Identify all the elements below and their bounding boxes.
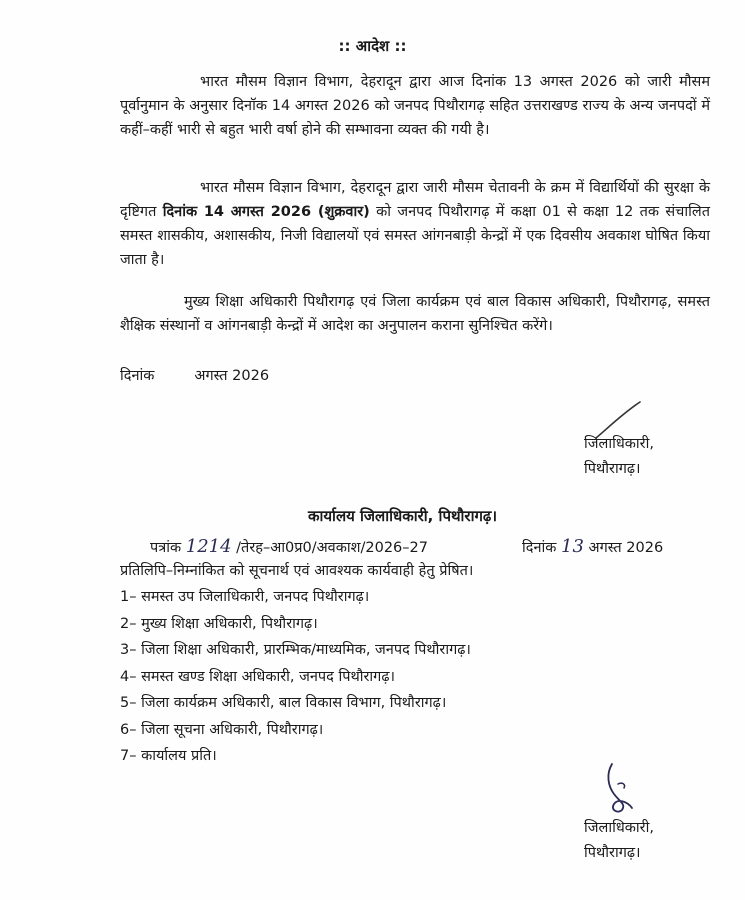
letter-date-month: अगस्त 2026 — [588, 540, 664, 556]
order-paragraph-2 — [120, 176, 710, 272]
order-paragraph-1 — [120, 70, 710, 142]
order-paragraph-2-end: को जनपद पिथौरागढ़ में कक्षा 01 से कक्षा 12 तक संचालित समस्त शासकीय, अशासकीय, निजी विद्यालयों एवं समस्त आंगनबाड़ी केन्द्रों में एक दिवसीय अवकाश घोषित किया जाता है। — [120, 204, 711, 268]
list-item: 1– समस्त उप जिलाधिकारी, जनपद पिथौरागढ़। — [120, 589, 370, 605]
order-signature-block — [584, 432, 654, 482]
list-item: 2– मुख्य शिक्षा अधिकारी, पिथौरागढ़। — [120, 615, 318, 632]
order-signatory-title: जिलाधिकारी, — [584, 436, 654, 452]
order-paragraph-2-start: भारत मौसम विज्ञान विभाग, देहरादून द्वारा जारी मौसम चेतावनी के क्रम में विद्यार्थियों की सुरक्षा के दृष्टिगत — [120, 180, 710, 220]
copy-forward-line: प्रतिलिपि–निम्नांकित को सूचनार्थ एवं आवश्यक कार्यवाही हेतु प्रेषित। — [120, 563, 474, 579]
holiday-date-bold: दिनांक 14 अगस्त 2026 (शुक्रवार) — [162, 204, 370, 220]
distribution-list — [120, 584, 471, 770]
copy-signature-block — [584, 816, 654, 866]
office-title: कार्यालय जिलाधिकारी, पिथौरागढ़। — [307, 507, 498, 525]
copy-signatory-title: जिलाधिकारी, — [584, 820, 654, 836]
list-item: 3– जिला शिक्षा अधिकारी, प्रारम्भिक/माध्यमिक, जनपद पिथौरागढ़। — [120, 642, 471, 658]
order-paragraph-3 — [120, 290, 710, 338]
copy-signatory-place: पिथौरागढ़। — [584, 845, 641, 861]
order-date-month: अगस्त 2026 — [194, 368, 270, 384]
list-item: 4– समस्त खण्ड शिक्षा अधिकारी, जनपद पिथौरागढ़। — [120, 668, 395, 685]
order-heading: :: आदेश :: — [338, 37, 407, 55]
letter-number-label: पत्रांक — [150, 540, 182, 556]
letter-reference-line — [150, 536, 695, 557]
order-paragraph-1-text: भारत मौसम विज्ञान विभाग, देहरादून द्वारा आज दिनांक 13 अगस्त 2026 को जारी मौसम पूर्वानुमान के अनुसार दिनॉक 14 अगस्त 2026 को जनपद पिथौरागढ़ सहित उत्तराखण्ड राज्य के अन्य जनपदों में कहीं–कहीं भारी से बहुत भारी वर्षा होने की सम्भावना व्यक्त की गयी है। — [120, 74, 710, 138]
letter-date — [522, 536, 663, 557]
handwritten-signature-icon — [592, 760, 642, 820]
letter-reference: /तेरह–आ0प्र0/अवकाश/2026–27 — [236, 540, 428, 556]
letter-number-handwritten: 1214 — [185, 536, 232, 557]
order-paragraph-3-text: मुख्य शिक्षा अधिकारी पिथौरागढ़ एवं जिला कार्यक्रम एवं बाल विकास अधिकारी, पिथौरागढ़, समस्त शैक्षिक संस्थानों व आंगनबाड़ी केन्द्रों में आदेश का अनुपालन कराना सुनिश्चित करेंगे। — [120, 294, 710, 334]
list-item: 6– जिला सूचना अधिकारी, पिथौरागढ़। — [120, 721, 324, 738]
letter-date-day-handwritten: 13 — [561, 536, 584, 557]
order-date-label: दिनांक — [120, 368, 155, 384]
order-date-line — [120, 365, 269, 385]
list-item: 7– कार्यालय प्रति। — [120, 748, 217, 764]
list-item: 5– जिला कार्यक्रम अधिकारी, बाल विकास विभाग, पिथौरागढ़। — [120, 695, 447, 711]
letter-date-label: दिनांक — [522, 540, 557, 556]
order-signatory-place: पिथौरागढ़। — [584, 461, 641, 477]
